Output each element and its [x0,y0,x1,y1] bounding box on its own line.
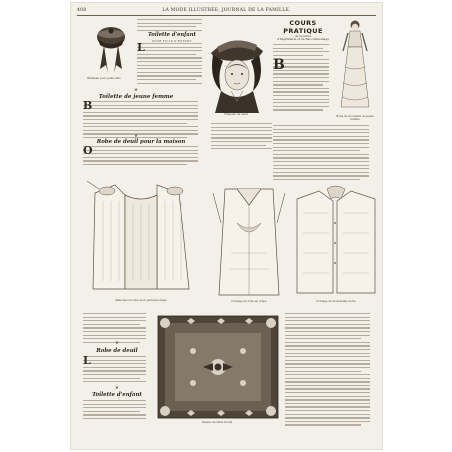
heading-deuil-maison: Robe de deuil pour la maison [96,139,186,145]
running-title: LA MODE ILLUSTRÉE, JOURNAL DE LA FAMILLE. [162,8,291,13]
text-column-top [137,19,207,45]
page-number: 408 [77,8,87,13]
text-column-center [211,123,277,152]
cours-line-1: de Couture [294,34,312,38]
tablecloth-illustration [157,315,279,419]
text-block-enfant-2 [83,400,151,422]
dress-illustration [335,17,375,115]
heading-toilette-enfant-2: Toilette d'enfant [92,392,142,398]
cours-title: COURS PRATIQUE [283,19,323,35]
text-column-bottom-right [285,313,376,428]
caption-bodice-center: Corsage de robe en crépe [231,299,267,303]
subheading-toilette-enfant: POUR FILLE D'ENFANT [152,39,192,43]
caption-tablecloth: Dessus de table brodé [201,420,233,424]
caption-bodice-right: Corsage de mousseline noire [316,299,356,303]
bodice-center-illustration [207,183,291,299]
running-header [71,5,382,15]
heading-robe-deuil: Robe de deuil [96,348,138,354]
bonnet-illustration [86,19,136,77]
heading-toilette-enfant: Toilette d'enfant [148,32,196,39]
ornament-1: ❦ [134,87,138,92]
ornament-4: ❦ [115,385,119,390]
text-block-robe-deuil: L [83,356,151,385]
text-block-jeune-femme: B [83,101,207,141]
text-block-deuil-maison: O [83,146,207,168]
header-rule [77,15,376,16]
bodice-right-illustration [293,183,379,299]
text-column-top-body: L [137,43,207,86]
text-column-right [273,125,376,183]
cours-line-2: d'Imprimerie et de Raccommodage [277,37,329,42]
caption-bodice-left: Manches de robe pour personne âgée [115,298,167,302]
ornament-3: ❦ [115,340,119,345]
portrait-illustration [203,31,269,113]
caption-bonnet: Bandeau pour jeune fille [87,76,121,80]
heading-jeune-femme: Toilette de jeune femme [98,94,174,100]
bodice-left-illustration [85,181,197,297]
caption-dress: Robe de la toilette de jeune femme [336,114,374,122]
caption-portrait: Chapeau de deuil [224,112,248,116]
magazine-page [71,3,382,449]
cours-pratique-block: COURS PRATIQUE de Couture d'Imprimerie et de Raccommodage B [273,19,333,113]
ornament-2: ❦ [134,133,138,138]
